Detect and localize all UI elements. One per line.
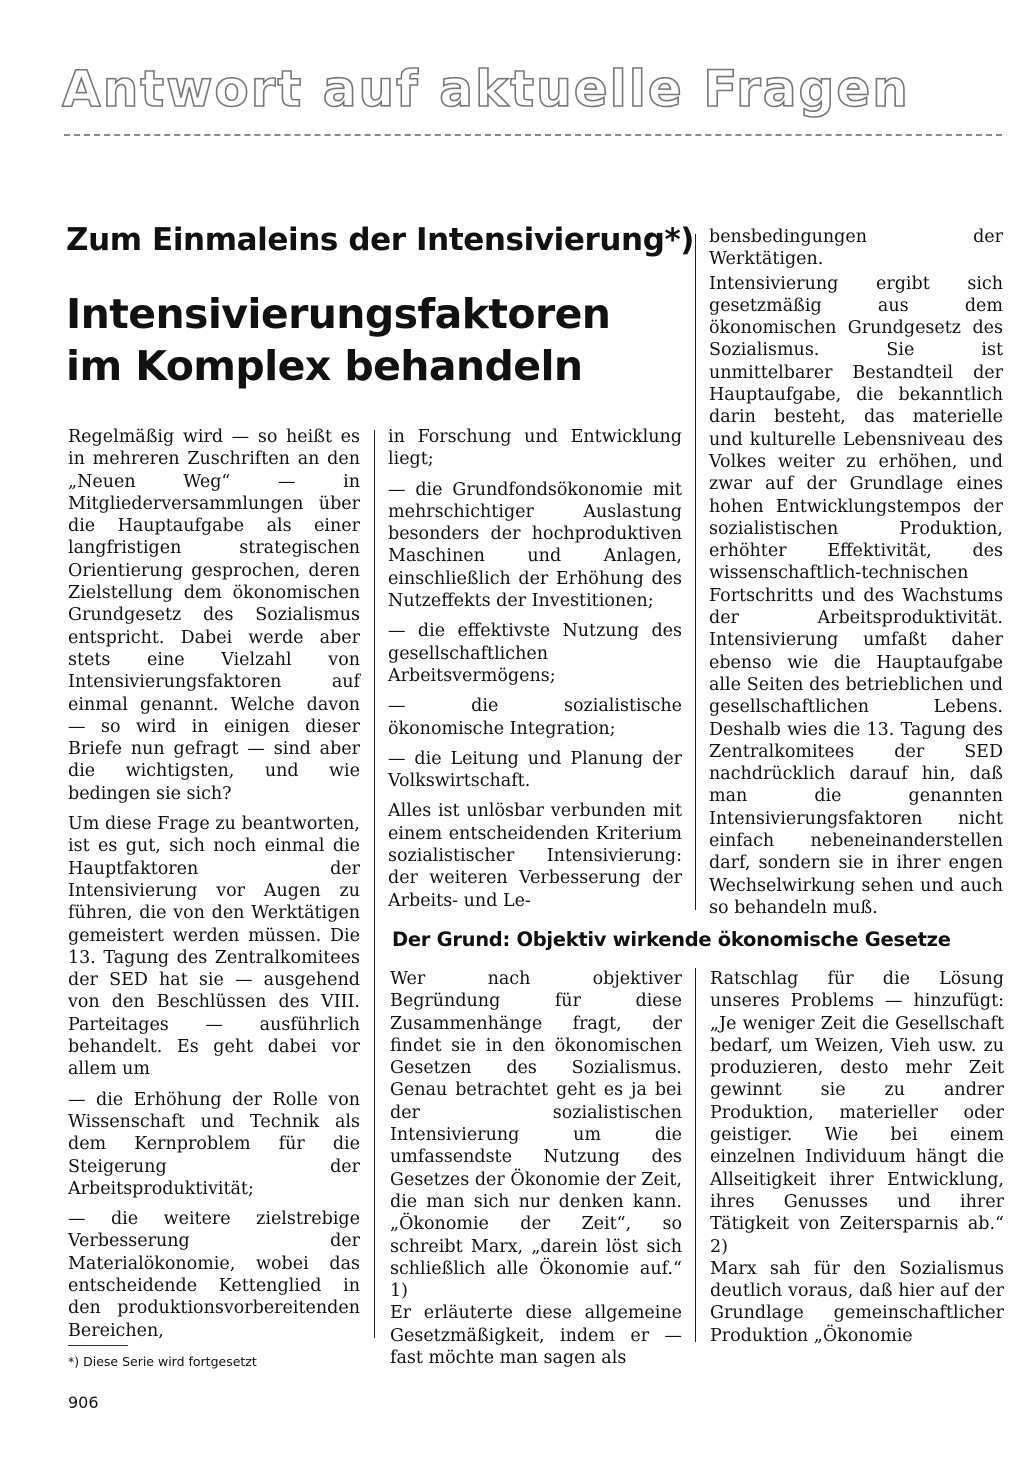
paragraph: Intensivierung ergibt sich gesetzmäßig aus dem ökonomischen Grundgesetz des Sozialismus. Sie ist unmittelbarer Bestandteil der Hauptaufgabe, die bekanntlich darin besteht, das materielle und kulturelle Lebensniveau des Volkes weiter zu erhöhen, und zwar auf der Grundlage eines hohen Entwicklungstempos der sozialistischen Produktion, erhöhter Effektivität, des wissenschaftlich-technischen Fortschritts und des Wachstums der Arbeitsproduktivität. Intensivierung umfaßt daher ebenso wie die Hauptaufgabe alle Seiten des betrieblichen und gesellschaftlichen Lebens. Deshalb wies die 13. Tagung des Zentralkomitees der SED nachdrücklich darauf hin, daß man die genannten Intensivierungsfaktoren nicht einfach nebeneinanderstellen darf, sondern sie in ihrer engen Wechselwirkung sehen und auch so behandeln muß. <box>709 273 1003 918</box>
headline-line-1: Intensivierungsfaktoren <box>66 290 611 338</box>
list-item: — die effektivste Nutzung des gesellschaftlichen Arbeitsvermögens; <box>388 621 682 686</box>
headline-line-2: im Komplex behandeln <box>66 342 583 390</box>
column-divider <box>695 968 696 1342</box>
list-item: — die sozialistische ökonomische Integration; <box>388 696 682 739</box>
text-column-2 <box>388 426 682 920</box>
list-item: — die Grundfondsökonomie mit mehrschichtiger Auslastung besonders der hochproduktiven Maschinen und Anlagen, einschließlich der Erhöhung des Nutzeffekts der Investitionen; <box>388 479 682 612</box>
paragraph: Ratschlag für die Lösung unseres Problems — hinzufügt: „Je weniger Zeit die Gesellschaft bedarf, um Weizen, Vieh usw. zu produzieren, desto mehr Zeit gewinnt sie zu andrer Produktion, materieller oder geistiger. Wie bei einem einzelnen Individuum hängt die Allseitigkeit ihrer Entwicklung, ihres Genusses und ihrer Tätigkeit von Zeitersparnis ab.“ 2) <box>710 969 1004 1257</box>
footnote-divider <box>68 1345 128 1346</box>
header-divider <box>64 134 1002 136</box>
list-item: — die Erhöhung der Rolle von Wissenschaft und Technik als dem Kernproblem für die Steigerung der Arbeitsproduktivität; <box>68 1089 360 1199</box>
paragraph: Regelmäßig wird — so heißt es in mehreren Zuschriften an den „Neuen Weg“ — in Mitgliederversammlungen über die Hauptaufgabe als einer langfristigen strategischen Orientierung gesprochen, deren Zielstellung dem ökonomischen Grundgesetz des Sozialismus entspricht. Dabei werde aber stets eine Vielzahl von Intensivierungsfaktoren auf einmal genannt. Welche davon — so wird in einigen dieser Briefe nun gefragt — sind aber die wichtigsten, und wie bedingen sie sich? <box>68 427 360 804</box>
paragraph: Er erläuterte diese allgemeine Gesetzmäßigkeit, indem er — fast möchte man sagen als <box>390 1303 682 1369</box>
text-column-4 <box>390 968 682 1377</box>
list-item: — die Leitung und Planung der Volkswirtschaft. <box>388 748 682 792</box>
paragraph: bensbedingungen der Werktätigen. <box>709 227 1003 270</box>
column-divider <box>695 234 696 910</box>
footnote: *) Diese Serie wird fortgesetzt <box>68 1354 257 1369</box>
page-number: 906 <box>68 1393 99 1412</box>
paragraph: Marx sah für den Sozialismus deutlich voraus, daß hier auf der Grundlage gemeinschaftlicher Produktion „Ökonomie <box>710 1258 1004 1346</box>
paragraph: Alles ist unlösbar verbunden mit einem entscheidenden Kriterium sozialistischer Intensivierung: der weiteren Verbesserung der Arbeits- und Le- <box>388 801 682 911</box>
text-column-5 <box>710 968 1004 1355</box>
column-divider <box>374 430 375 1338</box>
paragraph: Um diese Frage zu beantworten, ist es gut, sich noch einmal die Hauptfaktoren der Intensivierung vor Augen zu führen, die von den Werktätigen gemeistert werden müssen. Die 13. Tagung des Zentralkomitees der SED hat sie — ausgehend von den Beschlüssen des VIII. Parteitages — ausführlich behandelt. Es geht dabei vor allem um <box>68 814 360 1080</box>
series-title: Zum Einmaleins der Intensivierung*) <box>66 222 695 258</box>
paragraph: Wer nach objektiver Begründung für diese Zusammenhänge fragt, der findet sie in den ökonomischen Gesetzen des Sozialismus. Genau betrachtet geht es ja bei der sozialistischen Intensivierung um die umfassendste Nutzung des Gesetzes der Ökonomie der Zeit, die man sich nur denken kann. „Ökonomie der Zeit“, so schreibt Marx, „darein löst sich schließlich alle Ökonomie auf.“ 1) <box>390 969 682 1302</box>
article-headline <box>66 288 610 392</box>
list-item: — die weitere zielstrebige Verbesserung der Materialökonomie, wobei das entscheidende Kettenglied in den produktionsvorbereitenden Bereichen, <box>68 1209 360 1341</box>
paragraph: in Forschung und Entwicklung liegt; <box>388 427 682 470</box>
section-header: Antwort auf aktuelle Fragen <box>62 60 910 118</box>
text-column-3 <box>709 226 1003 927</box>
section-subheading: Der Grund: Objektiv wirkende ökonomische Gesetze <box>392 928 951 951</box>
text-column-1 <box>68 426 360 1350</box>
